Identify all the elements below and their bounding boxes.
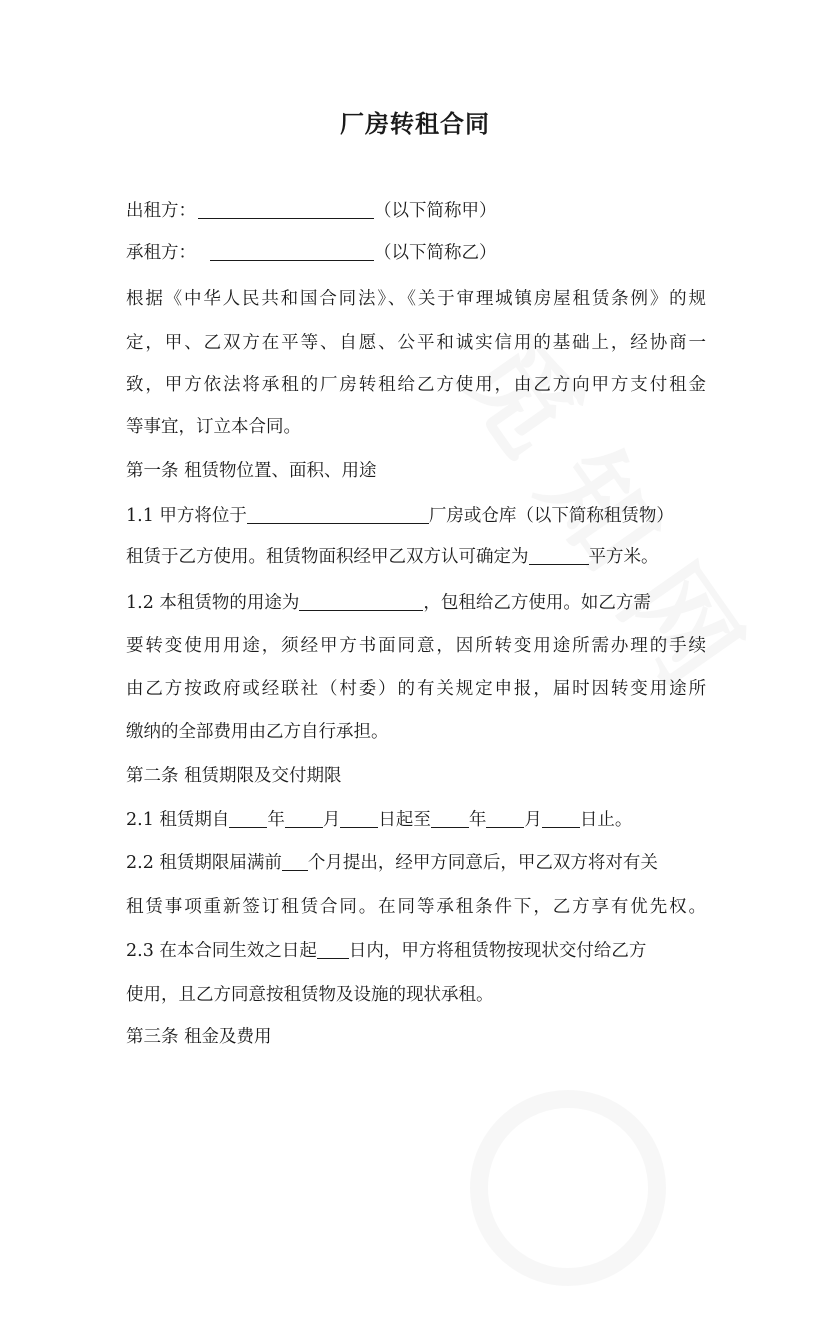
lessor-line — [126, 199, 706, 223]
clause-text: 1.1 甲方将位于 — [126, 506, 247, 526]
usage-blank[interactable] — [299, 592, 423, 611]
lessee-label: 承租方： — [126, 243, 196, 263]
lessee-line — [126, 241, 706, 265]
intro-line: 根据《中华人民共和国合同法》、《关于审理城镇房屋租赁条例》的规 — [126, 289, 706, 309]
watermark-seal — [432, 1052, 705, 1325]
area-blank[interactable] — [529, 546, 589, 565]
clause-text: 租赁于乙方使用。租赁物面积经甲乙双方认可确定为 — [126, 547, 529, 567]
article-2-heading: 第二条 租赁期限及交付期限 — [126, 766, 342, 786]
start-year-blank[interactable] — [229, 809, 267, 828]
start-day-blank[interactable] — [340, 809, 378, 828]
clause-text: 个月提出，经甲方同意后，甲乙双方将对有关 — [307, 853, 658, 873]
clause-1-2 — [126, 591, 706, 615]
document-title: 厂房转租合同 — [340, 109, 490, 138]
end-year-blank[interactable] — [431, 809, 469, 828]
lessor-label: 出租方： — [126, 201, 196, 221]
article-3-heading: 第三条 租金及费用 — [126, 1027, 272, 1047]
clause-1-1-cont — [126, 545, 706, 569]
end-day-blank[interactable] — [542, 809, 580, 828]
clause-text: 2.1 租赁期自 — [126, 810, 230, 830]
clause-1-2-cont: 由乙方按政府或经联社（村委）的有关规定申报，届时因转变用途所 — [126, 679, 706, 699]
clause-2-3-cont: 使用，且乙方同意按租赁物及设施的现状承租。 — [126, 985, 494, 1005]
lessor-suffix: （以下简称甲） — [374, 201, 497, 221]
clause-text: 月 — [322, 810, 341, 830]
clause-text: 月 — [524, 810, 542, 830]
clause-1-2-cont: 要转变使用用途，须经甲方书面同意，因所转变用途所需办理的手续 — [126, 636, 706, 656]
clause-1-2-cont: 缴纳的全部费用由乙方自行承担。 — [126, 722, 389, 742]
end-month-blank[interactable] — [486, 809, 524, 828]
lessee-blank[interactable] — [210, 242, 374, 261]
clause-2-1 — [126, 808, 706, 832]
days-blank[interactable] — [317, 940, 349, 959]
clause-text: 日起至 — [378, 810, 431, 830]
clause-text: 日内，甲方将租赁物按现状交付给乙方 — [348, 941, 647, 961]
lessee-suffix: （以下简称乙） — [374, 243, 497, 263]
location-blank[interactable] — [247, 505, 429, 524]
clause-2-3 — [126, 939, 706, 963]
clause-2-2 — [126, 851, 706, 875]
lessor-blank[interactable] — [198, 200, 374, 219]
clause-text: 1.2 本租赁物的用途为 — [126, 593, 300, 613]
clause-text: 年 — [468, 810, 487, 830]
clause-2-2-cont: 租赁事项重新签订租赁合同。在同等承租条件下，乙方享有优先权。 — [126, 897, 706, 917]
months-blank[interactable] — [282, 852, 308, 871]
clause-1-1 — [126, 504, 706, 528]
clause-text: ，包租给乙方使用。如乙方需 — [423, 593, 651, 613]
intro-line: 等事宜，订立本合同。 — [126, 417, 301, 437]
article-1-heading: 第一条 租赁物位置、面积、用途 — [126, 461, 377, 481]
start-month-blank[interactable] — [285, 809, 323, 828]
clause-text: 年 — [267, 810, 285, 830]
clause-text: 日止。 — [579, 810, 633, 830]
clause-text: 2.2 租赁期限届满前 — [126, 853, 282, 873]
clause-text: 2.3 在本合同生效之日起 — [126, 941, 317, 961]
intro-line: 定，甲、乙双方在平等、自愿、公平和诚实信用的基础上，经协商一 — [126, 333, 706, 353]
intro-line: 致，甲方依法将承租的厂房转租给乙方使用，由乙方向甲方支付租金 — [126, 375, 706, 395]
clause-text: 厂房或仓库（以下简称租赁物） — [428, 506, 674, 526]
clause-text: 平方米。 — [588, 547, 659, 567]
